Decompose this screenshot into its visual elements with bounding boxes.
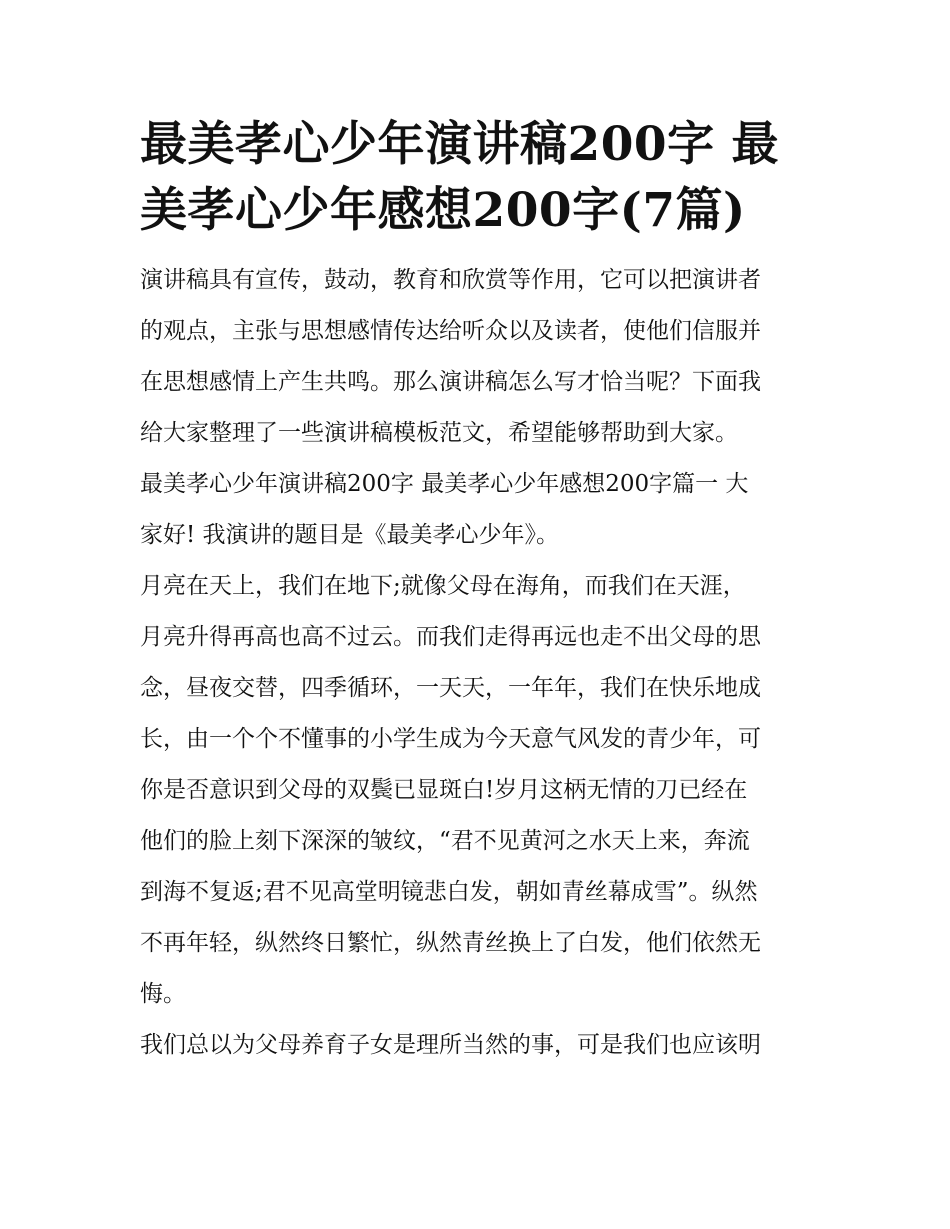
text-line: 他们的脸上刻下深深的皱纹，“君不见黄河之水天上来，奔流	[140, 828, 750, 854]
text-line: 月亮升得再高也高不过云。而我们走得再远也走不出父母的思	[140, 624, 761, 650]
text-line: 你是否意识到父母的双鬓已显斑白!岁月这柄无情的刀已经在	[140, 777, 748, 803]
text-line: 到海不复返;君不见高堂明镜悲白发，朝如青丝幕成雪”。纵然	[140, 879, 758, 905]
paragraph-parents	[140, 1020, 812, 1071]
text-line: 不再年轻，纵然终日繁忙，纵然青丝换上了白发，他们依然无	[140, 930, 761, 956]
paragraph-intro	[140, 255, 812, 459]
text-line: 家好! 我演讲的题目是《最美孝心少年》。	[140, 522, 560, 548]
text-line: 给大家整理了一些演讲稿模板范文，希望能够帮助到大家。	[140, 420, 738, 446]
text-line: 在思想感情上产生共鸣。那么演讲稿怎么写才恰当呢？下面我	[140, 369, 761, 395]
text-line: 长，由一个个不懂事的小学生成为今天意气风发的青少年，可	[140, 726, 761, 752]
document-page	[140, 112, 812, 1071]
text-line: 的观点，主张与思想感情传达给听众以及读者，使他们信服并	[140, 318, 761, 344]
paragraph-moon	[140, 561, 812, 1020]
text-line: 演讲稿具有宣传，鼓动，教育和欣赏等作用，它可以把演讲者	[140, 267, 761, 293]
text-line: 悔。	[140, 981, 186, 1007]
text-line: 月亮在天上，我们在地下;就像父母在海角，而我们在天涯，	[140, 573, 746, 599]
document-title	[140, 112, 812, 244]
document-body	[140, 255, 812, 1071]
text-line: 我们总以为父母养育子女是理所当然的事，可是我们也应该明	[140, 1032, 761, 1058]
text-line: 最美孝心少年演讲稿200字 最美孝心少年感想200字篇一 大	[140, 471, 749, 497]
text-line: 念，昼夜交替，四季循环，一天天，一年年，我们在快乐地成	[140, 675, 761, 701]
paragraph-section-heading	[140, 459, 812, 561]
title-line: 美孝心少年感想200字(7篇)	[140, 183, 746, 238]
title-line: 最美孝心少年演讲稿200字 最	[140, 117, 779, 172]
